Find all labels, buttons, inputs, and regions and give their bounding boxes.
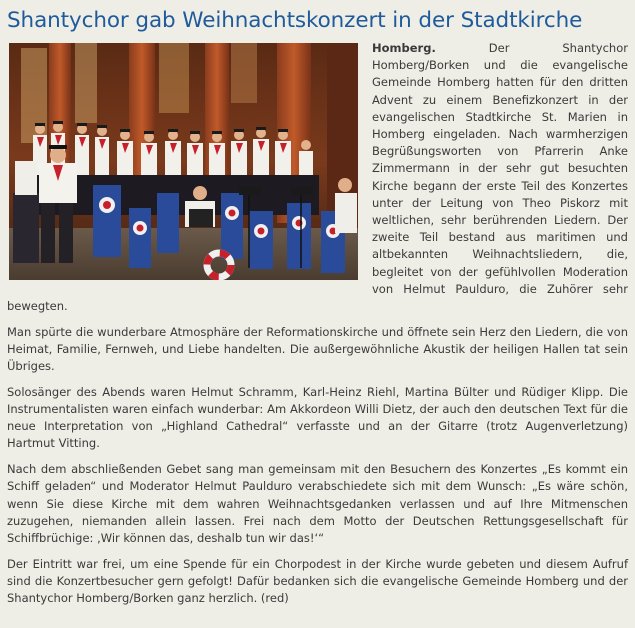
article-lead: Homberg. xyxy=(372,41,436,55)
article-body xyxy=(7,40,628,607)
choir-photo xyxy=(9,43,358,280)
article-title: Shantychor gab Weihnachtskonzert in der Stadtkirche xyxy=(7,8,583,33)
article-paragraph-3: Solosänger des Abends waren Helmut Schramm, Karl-Heinz Riehl, Martina Bülter und Rüdiger Klipp. Die Instrumentalisten waren einfach wunderbar: Am Akkordeon Willi Dietz, der auch den deutschen Text für die neue Interpretation von „Highland Cathedral“ verfasste und an der Gitarre (trotz Augenverletzung) Hartmut Vitting. xyxy=(7,384,628,451)
article-paragraph-2: Man spürte die wunderbare Atmosphäre der Reformationskirche und öffnete sein Herz den Liedern, die von Heimat, Familie, Fernweh, und Liebe handelten. Die außergewöhnliche Akustik der heiligen Hallen tat sein Übriges. xyxy=(7,324,628,374)
paragraph-1-text: Der Shantychor Homberg/Borken und die evangelische Gemeinde Homberg hatten für den dritten Advent zu einem Benefizkonzert in der evangelischen Stadtkirche St. Marien in Homberg eingeladen. Nach warmherzigen Begrüßungsworten von Pfarrerin Anke Zimmermann in der sehr gut besuchten Kirche begann der erste Teil des Konzertes unter der Leitung von Theo Piskorz mit weltlichen, sehr berührenden Liedern. Der zweite Teil bestand aus maritimen und altbekannten Weihnachtsliedern, die, begleitet von der gefühlvollen Moderation von Helmut Paulduro, die Zuhörer sehr bewegten. xyxy=(7,41,628,314)
article-paragraph-4: Nach dem abschließenden Gebet sang man gemeinsam mit den Besuchern des Konzertes „Es kommt ein Schiff geladen“ und Moderator Helmut Paulduro verabschiedete sich mit dem Wunsch: „Es wäre schön, wenn Sie diese Kirche mit dem wahren Weihnachtsgedanken verlassen und auf Ihre Mitmenschen zuzugehen, niemanden allein lassen. Frei nach dem Motto der Deutschen Rettungsgesellschaft für Schiffbrüchige: ‚Wir können das, deshalb tun wir das!‘“ xyxy=(7,462,628,545)
article-paragraph-5: Der Eintritt war frei, um eine Spende für ein Chorpodest in der Kirche wurde gebeten und diesem Aufruf sind die Konzertbesucher gern gefolgt! Dafür bedanken sich die evangelische Gemeinde Homberg und der Shantychor Homberg/Borken ganz herzlich. (red) xyxy=(7,556,628,606)
